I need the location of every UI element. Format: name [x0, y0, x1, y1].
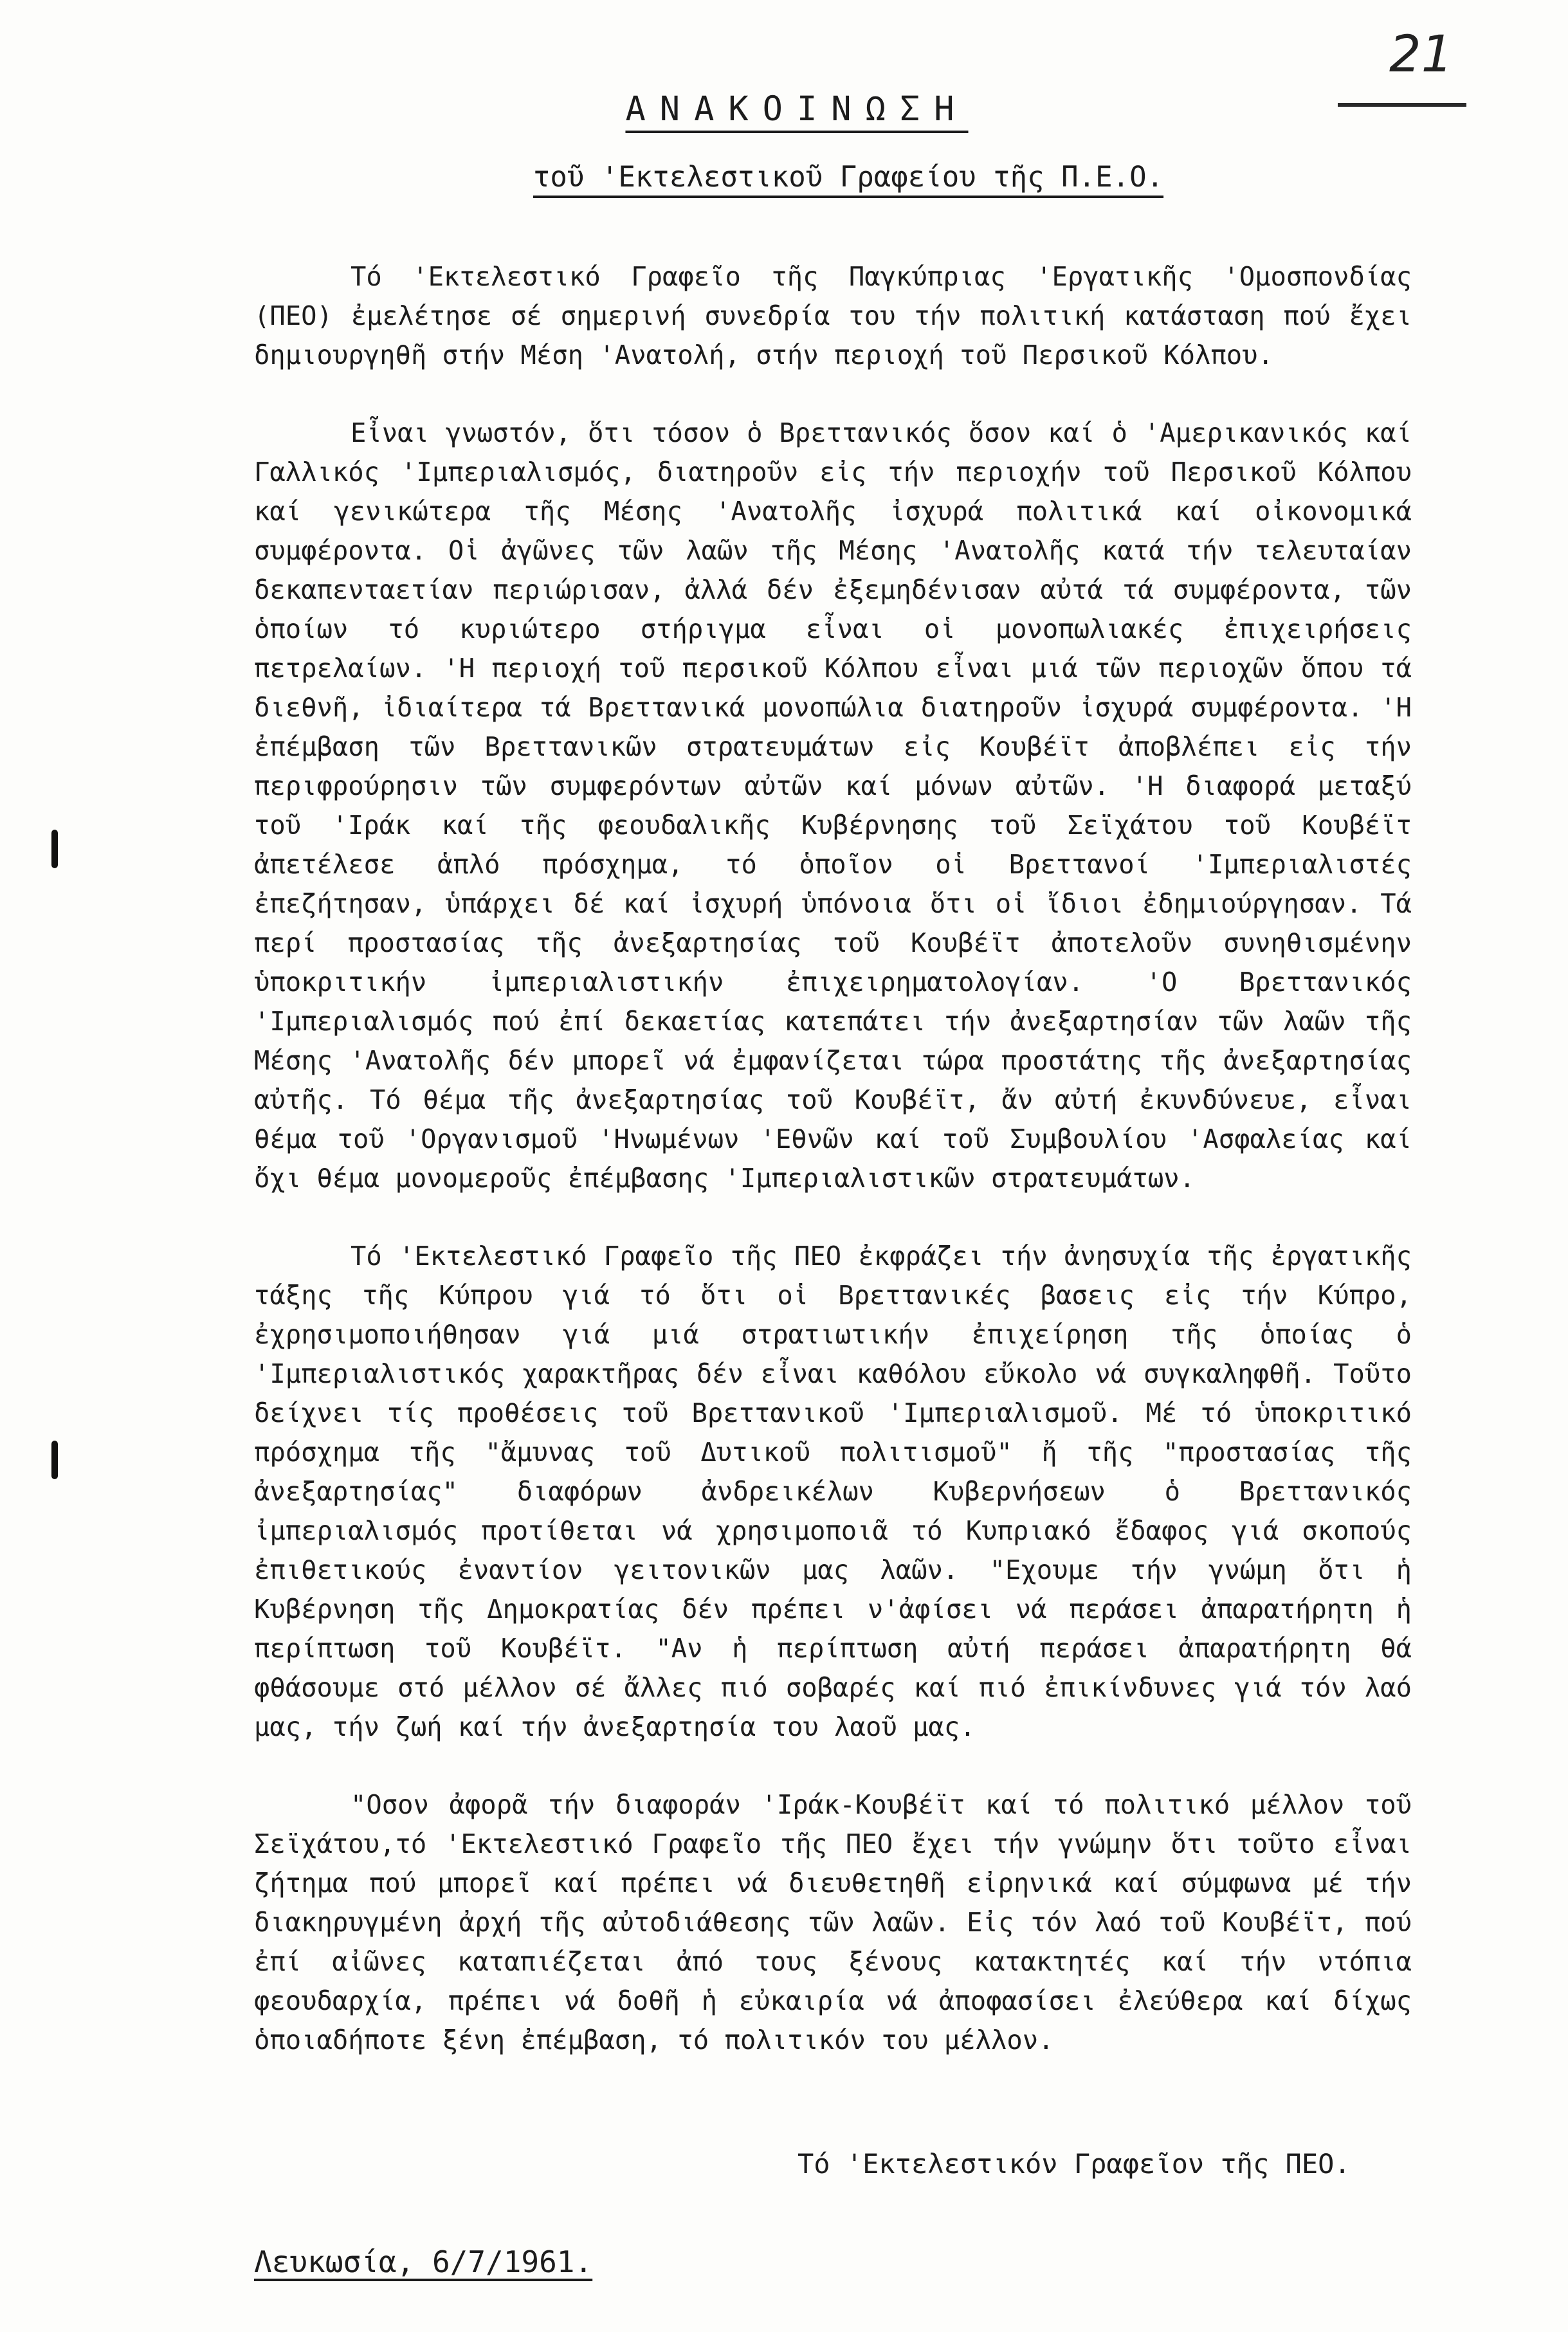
- margin-mark: [51, 830, 58, 868]
- signature-line: Τό 'Εκτελεστικόν Γραφεῖον τῆς ΠΕΟ.: [798, 2148, 1351, 2180]
- paragraph-2: Εἶναι γνωστόν, ὅτι τόσον ὁ Βρεττανικός ὅσον καί ὁ 'Αμερικανικός καί Γαλλικός 'Ιμπεριαλισμός, διατηροῦν εἰς τήν περιοχήν τοῦ Περσικοῦ Κόλπου καί γενικώτερα τῆς Μέσης 'Ανατολῆς ἰσχυρά πολιτικά καί οἰκονομικά συμφέροντα. Οἱ ἀγῶνες τῶν λαῶν τῆς Μέσης 'Ανατολῆς κατά τήν τελευταίαν δεκαπενταετίαν περιώρισαν, ἀλλά δέν ἐξεμηδένισαν αὐτά τά συμφέροντα, τῶν ὁποίων τό κυριώτερο στήριγμα εἶναι οἱ μονοπωλιακές ἐπιχειρήσεις πετρελαίων. 'Η περιοχή τοῦ περσικοῦ Κόλπου εἶναι μιά τῶν περιοχῶν ὅπου τά διεθνῆ, ἰδιαίτερα τά Βρεττανικά μονοπώλια διατηροῦν ἰσχυρά συμφέροντα. 'Η ἐπέμβαση τῶν Βρεττανικῶν στρατευμάτων εἰς Κουβέϊτ ἀποβλέπει εἰς τήν περιφρούρησιν τῶν συμφερόντων αὐτῶν καί μόνων αὐτῶν. 'Η διαφορά μεταξύ τοῦ 'Ιράκ καί τῆς φεουδαλικῆς Κυβέρνησης τοῦ Σεϊχάτου τοῦ Κουβέϊτ ἀπετέλεσε ἁπλό πρόσχημα, τό ὁποῖον οἱ Βρεττανοί 'Ιμπεριαλιστές ἐπεζήτησαν, ὑπάρχει δέ καί ἰσχυρή ὑπόνοια ὅτι οἱ ἴδιοι ἐδημιούργησαν. Τά περί προστασίας τῆς ἀνεξαρτησίας τοῦ Κουβέϊτ ἀποτελοῦν συνηθισμένην ὑποκριτικήν ἰμπεριαλιστικήν ἐπιχειρηματολογίαν. 'Ο Βρεττανικός 'Ιμπεριαλισμός πού ἐπί δεκαετίας κατεπάτει τήν ἀνεξαρτησίαν τῶν λαῶν τῆς Μέσης 'Ανατολῆς δέν μπορεῖ νά ἐμφανίζεται τώρα προστάτης τῆς ἀνεξαρτησίας αὐτῆς. Τό θέμα τῆς ἀνεξαρτησίας τοῦ Κουβέϊτ, ἄν αὐτή ἐκυνδύνευε, εἶναι θέμα τοῦ 'Οργανισμοῦ 'Ηνωμένων 'Εθνῶν καί τοῦ Συμβουλίου 'Ασφαλείας καί ὄχι θέμα μονομεροῦς ἐπέμβασης 'Ιμπεριαλιστικῶν στρατευμάτων.: [254, 417, 1412, 1194]
- document-title: ΑΝΑΚΟΙΝΩΣΗ: [625, 90, 969, 129]
- margin-mark: [51, 1441, 58, 1479]
- paragraph-4: "Οσον ἀφορᾶ τήν διαφοράν 'Ιράκ-Κουβέϊτ καί τό πολιτικό μέλλον τοῦ Σεϊχάτου,τό 'Εκτελεστικό Γραφεῖο τῆς ΠΕΟ ἔχει τήν γνώμην ὅτι τοῦτο εἶναι ζήτημα πού μπορεῖ καί πρέπει νά διευθετηθῆ εἰρηνικά καί σύμφωνα μέ τήν διακηρυγμένη ἀρχή τῆς αὐτοδιάθεσης τῶν λαῶν. Εἰς τόν λαό τοῦ Κουβέϊτ, πού ἐπί αἰῶνες καταπιέζεται ἀπό τους ξένους κατακτητές καί τήν ντόπια φεουδαρχία, πρέπει νά δοθῆ ἡ εὐκαιρία νά ἀποφασίσει ἐλεύθερα καί δίχως ὁποιαδήποτε ξένη ἐπέμβαση, τό πολιτικόν του μέλλον.: [254, 1789, 1412, 2055]
- place-and-date: Λευκωσία, 6/7/1961.: [254, 2245, 593, 2279]
- document-body: [254, 257, 1412, 2099]
- paragraph-3: Τό 'Εκτελεστικό Γραφεῖο τῆς ΠΕΟ ἐκφράζει τήν ἀνησυχία τῆς ἐργατικῆς τάξης τῆς Κύπρου γιά τό ὅτι οἱ Βρεττανικές βασεις εἰς τήν Κύπρο, ἐχρησιμοποιήθησαν γιά μιά στρατιωτικήν ἐπιχείρηση τῆς ὁποίας ὁ 'Ιμπεριαλιστικός χαρακτῆρας δέν εἶναι καθόλου εὔκολο νά συγκαληφθῆ. Τοῦτο δείχνει τίς προθέσεις τοῦ Βρεττανικοῦ 'Ιμπεριαλισμοῦ. Μέ τό ὑποκριτικό πρόσχημα τῆς "ἄμυνας τοῦ Δυτικοῦ πολιτισμοῦ" ἤ τῆς "προστασίας τῆς ἀνεξαρτησίας" διαφόρων ἀνδρεικέλων Κυβερνήσεων ὁ Βρεττανικός ἰμπεριαλισμός προτίθεται νά χρησιμοποιᾶ τό Κυπριακό ἔδαφος γιά σκοπούς ἐπιθετικούς ἐναντίον γειτονικῶν μας λαῶν. "Εχουμε τήν γνώμη ὅτι ἡ Κυβέρνηση τῆς Δημοκρατίας δέν πρέπει ν'ἀφίσει νά περάσει ἀπαρατήρητη ἡ περίπτωση τοῦ Κουβέϊτ. "Αν ἡ περίπτωση αὐτή περάσει ἀπαρατήρητη θά φθάσουμε στό μέλλον σέ ἄλλες πιό σοβαρές καί πιό ἐπικίνδυνες γιά τόν λαό μας, τήν ζωή καί τήν ἀνεξαρτησία του λαοῦ μας.: [254, 1241, 1412, 1742]
- paragraph-1: Τό 'Εκτελεστικό Γραφεῖο τῆς Παγκύπριας 'Εργατικῆς 'Ομοσπονδίας (ΠΕΟ) ἐμελέτησε σέ σημερινή συνεδρία του τήν πολιτική κατάσταση πού ἔχει δημιουργηθῆ στήν Μέση 'Ανατολή, στήν περιοχή τοῦ Περσικοῦ Κόλπου.: [254, 261, 1412, 370]
- document-subtitle: τοῦ 'Εκτελεστικοῦ Γραφείου τῆς Π.Ε.Ο.: [533, 161, 1164, 194]
- page-number: 21: [1389, 26, 1454, 84]
